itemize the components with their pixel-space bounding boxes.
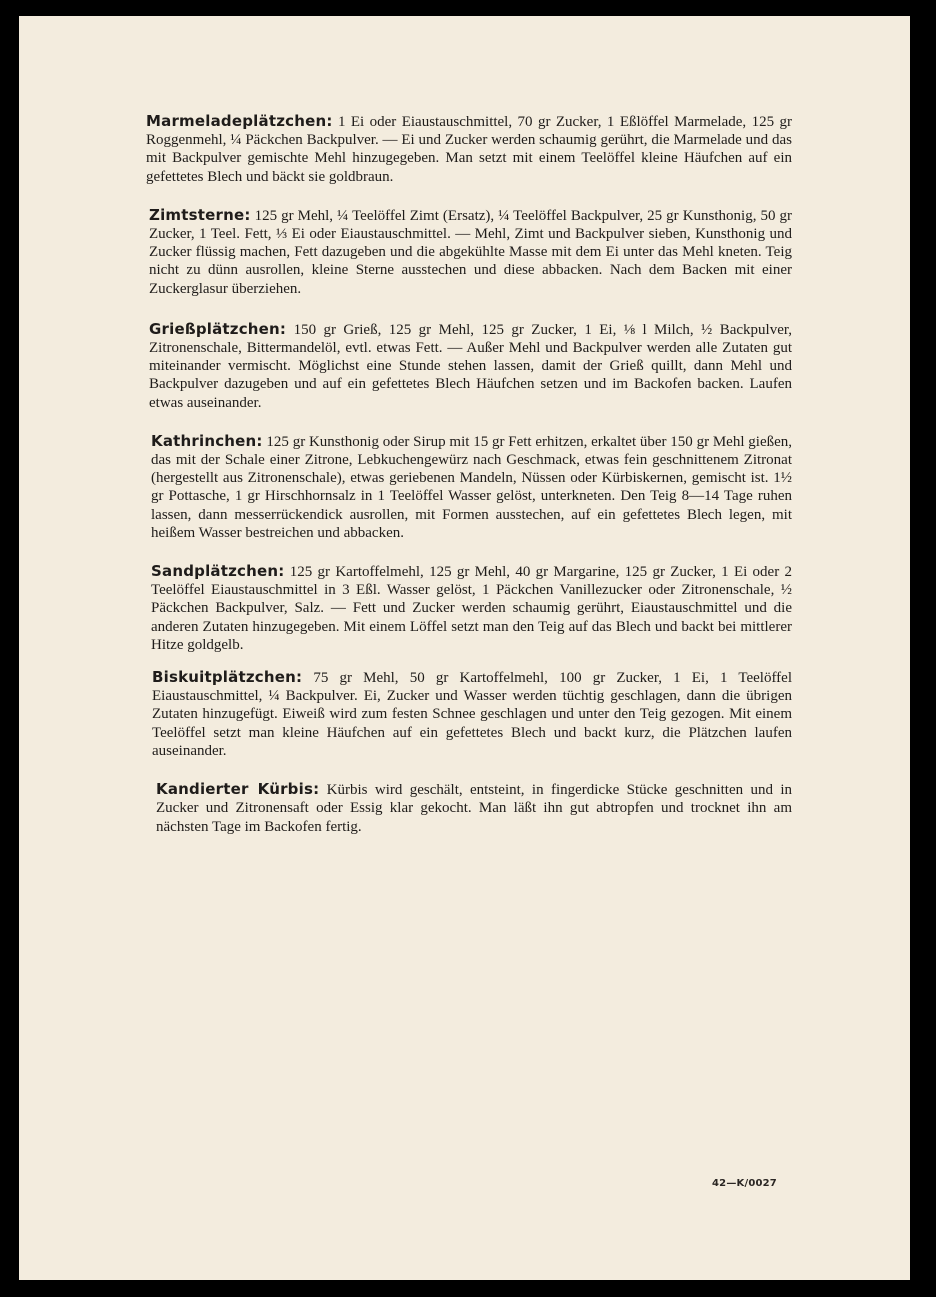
recipe-text: 125 gr Mehl, ¼ Teelöffel Zimt (Ersatz), ¼ Teelöffel Backpulver, 25 gr Kunsthonig, 50 gr Zucker, 1 Teel. Fett, ⅓ Ei oder Eiaustauschmittel. — Mehl, Zimt und Backpulver sieben, Kunsthonig und Zucker flüssig machen, Fett dazugeben und die abgekühlte Masse mit dem Ei unter das Mehl kneten. Teig nicht zu dünn ausrollen, kleine Sterne ausstechen und diese abbacken. Nach dem Backen mit einer Zuckerglasur überziehen. <box>149 207 792 297</box>
recipe-title: Kathrinchen: <box>151 431 263 450</box>
recipe-kathrinchen <box>146 432 792 542</box>
recipe-zimtsterne <box>146 206 792 298</box>
recipe-marmeladeplaetzchen <box>146 112 792 186</box>
recipe-title: Biskuitplätzchen: <box>152 668 303 687</box>
recipe-text: 1 Ei oder Eiaustauschmittel, 70 gr Zucker, 1 Eßlöffel Marmelade, 125 gr Roggenmehl, ¼ Päckchen Backpulver. — Ei und Zucker werden schaumig gerührt, die Marmelade und das mit Backpulver gemischte Mehl hinzugegeben. Man setzt mit einem Teelöffel kleine Häufchen auf ein gefettetes Blech und bäckt sie goldbraun. <box>146 114 792 185</box>
recipe-text: 125 gr Kartoffelmehl, 125 gr Mehl, 40 gr Margarine, 125 gr Zucker, 1 Ei oder 2 Teelöffel Eiaustauschmittel in 3 Eßl. Wasser gelöst, 1 Päckchen Vanillezucker oder Zitronenschale, ½ Päckchen Backpulver, Salz. — Fett und Zucker werden schaumig gerührt, Eiaustauschmittel und die anderen Zutaten hinzugegeben. Mit einem Löffel setzt man den Teig auf das Blech und backt bei mittlerer Hitze goldgelb. <box>151 564 793 653</box>
document-page <box>19 16 910 1280</box>
recipe-title: Kandierter Kürbis: <box>156 780 320 799</box>
recipe-text: 150 gr Grieß, 125 gr Mehl, 125 gr Zucker, 1 Ei, ⅛ l Milch, ½ Backpulver, Zitronenschale, Bittermandelöl, evtl. etwas Fett. — Außer Mehl und Backpulver werden alle Zutaten gut miteinander vermischt. Möglichst eine Stunde stehen lassen, damit der Grieß quillt, dann Mehl und Backpulver dazugeben und auf ein gefettetes Blech Häufchen setzen und im Backofen backen. Laufen etwas auseinander. <box>149 321 793 411</box>
recipe-text: 125 gr Kunsthonig oder Sirup mit 15 gr Fett erhitzen, erkaltet über 150 gr Mehl gießen, das mit der Schale einer Zitrone, Lebkuchengewürz nach Geschmack, etwas fein geschnittenem Zitronat (hergestellt aus Zitronenschale), etwas geriebenen Mandeln, Nüssen oder Kürbiskernen, gemischt ist. 1½ gr Pottasche, 1 gr Hirschhornsalz in 1 Teelöffel Wasser gelöst, unterkneten. Den Teig 8—14 Tage ruhen lassen, dann messerrückendick ausrollen, mit Formen ausstechen, auf ein gefettetes Blech legen, mit heißem Wasser bestreichen und abbacken. <box>151 433 793 541</box>
recipe-title: Marmeladeplätzchen: <box>146 112 333 130</box>
recipe-sandplaetzchen <box>146 562 792 654</box>
recipe-title: Sandplätzchen: <box>151 562 285 581</box>
recipe-text: Kürbis wird geschält, entsteint, in fingerdicke Stücke geschnitten und in Zucker und Zitronensaft oder Essig klar gekocht. Man läßt ihn gut abtropfen und trocknet ihn am nächsten Tage im Backofen fertig. <box>156 782 792 835</box>
recipe-griessplaetzchen <box>146 320 792 412</box>
recipe-kandierter-kuerbis <box>146 780 792 836</box>
document-code: 42—K/0027 <box>712 1178 777 1189</box>
recipe-title: Grießplätzchen: <box>149 319 287 338</box>
recipe-title: Zimtsterne: <box>149 205 251 224</box>
recipe-biskuitplaetzchen <box>146 668 792 760</box>
recipe-text: 75 gr Mehl, 50 gr Kartoffelmehl, 100 gr Zucker, 1 Ei, 1 Teelöffel Eiaustauschmittel, ¼ Backpulver. Ei, Zucker und Wasser werden tüchtig geschlagen, dann die übrigen Zutaten hinzugefügt. Eiweiß wird zum festen Schnee geschlagen und unter den Teig gezogen. Mit einem Teelöffel setzt man kleine Häufchen auf ein gefettetes Blech und backt kurz, die Plätzchen laufen auseinander. <box>152 670 793 759</box>
recipe-list <box>146 112 792 836</box>
